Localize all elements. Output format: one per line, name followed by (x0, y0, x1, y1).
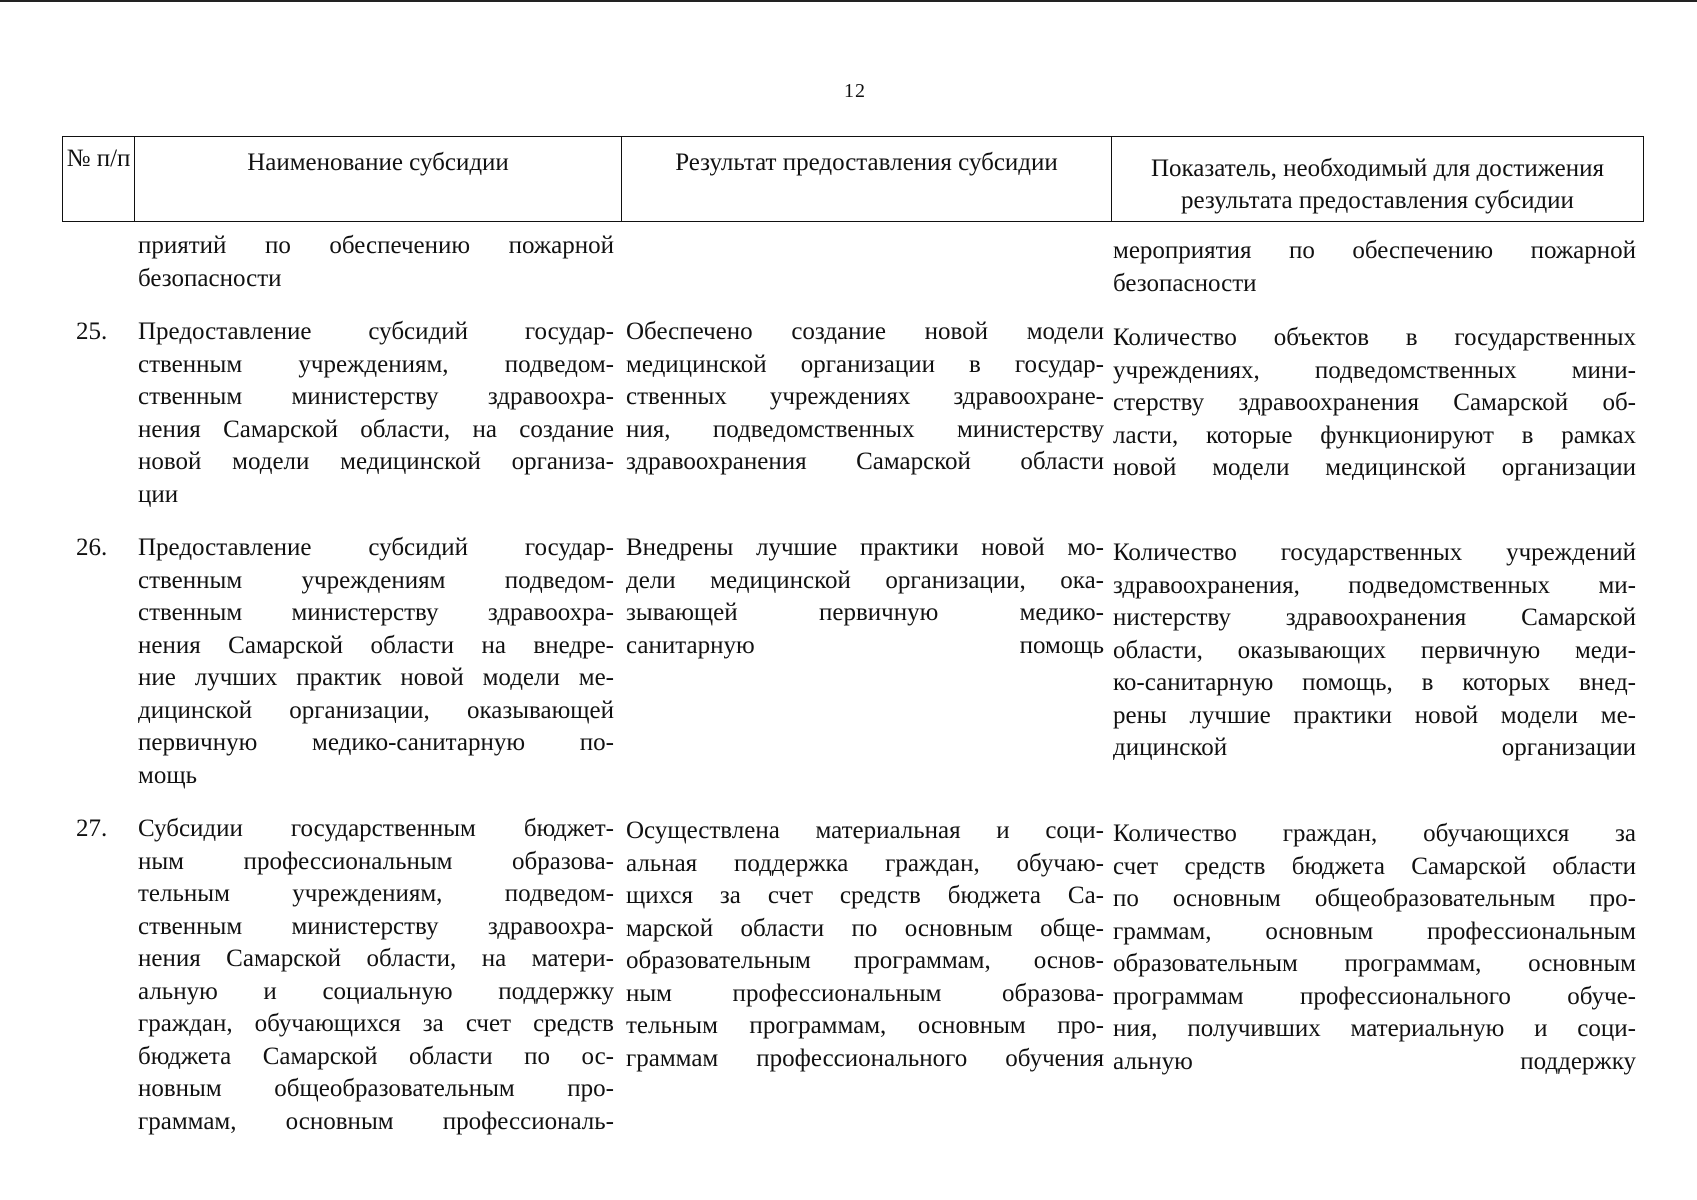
row-25-name (138, 316, 614, 511)
text-line: новой модели медицинской организации (1113, 454, 1636, 481)
row-26-name (138, 532, 614, 792)
text-line: граждан, обучающихся за счет средств (138, 1010, 614, 1037)
text-line: рены лучшие практики новой модели ме- (1113, 701, 1636, 729)
row-26-result (626, 532, 1104, 662)
row-number: 27. (76, 815, 108, 842)
cont-row-name (138, 230, 614, 295)
text-line: граммам, основным профессиональным (1113, 917, 1636, 945)
text-line: ние лучших практик новой модели ме- (138, 664, 614, 691)
text-line: новой модели медицинской организа- (138, 448, 614, 475)
text-line: щихся за счет средств бюджета Са- (626, 882, 1104, 909)
text-line: нистерству здравоохранения Самарской (1113, 604, 1636, 631)
text-line: ственных учреждениях здравоохране- (626, 383, 1104, 410)
text-line: ственным министерству здравоохра- (138, 912, 614, 940)
row-number: 26. (76, 534, 108, 561)
text-line: мероприятия по обеспечению пожарной (1113, 237, 1636, 264)
text-line: области, оказывающих первичную меди- (1113, 636, 1636, 664)
text-line: ственным учреждениям подведом- (138, 566, 614, 594)
header-subsidy-result: Результат предоставления субсидии (622, 137, 1112, 221)
text-line: Количество граждан, обучающихся за (1113, 820, 1636, 847)
text-line: ным профессиональным образова- (626, 979, 1104, 1007)
row-number: 25. (76, 318, 108, 345)
page-top-edge (0, 0, 1697, 2)
text-line: первичную медико-санитарную по- (138, 729, 614, 756)
text-line: ко-санитарную помощь, в которых внед- (1113, 669, 1636, 696)
text-line: ным профессиональным образова- (138, 847, 614, 875)
text-line: зывающей первичную медико- (626, 599, 1104, 626)
text-line: новным общеобразовательным про- (138, 1075, 614, 1102)
cont-row-indicator (1113, 235, 1636, 300)
row-27-result (626, 815, 1104, 1075)
text-line: образовательным программам, основным (1113, 950, 1636, 977)
text-line: дели медицинской организации, ока- (626, 566, 1104, 594)
text-line: ласти, которые функционируют в рамках (1113, 421, 1636, 449)
text-line: Обеспечено создание новой модели (626, 318, 1104, 345)
text-line: здравоохранения Самарской области (626, 448, 1104, 475)
text-line: медицинской организации в государ- (626, 350, 1104, 378)
text-line: тельным программам, основным про- (626, 1012, 1104, 1039)
text-line: учреждениях, подведомственных мини- (1113, 356, 1636, 384)
text-line: Осуществлена материальная и соци- (626, 817, 1104, 844)
text-line: мощь (138, 761, 197, 789)
row-27-name (138, 813, 614, 1138)
text-line: нения Самарской области на внедре- (138, 631, 614, 659)
row-26-indicator (1113, 537, 1636, 765)
text-line: ственным учреждениям, подведом- (138, 350, 614, 378)
text-line: Количество объектов в государственных (1113, 324, 1636, 351)
text-line: стерству здравоохранения Самарской об- (1113, 389, 1636, 416)
text-line: марской области по основным обще- (626, 914, 1104, 942)
text-line: альную и социальную поддержку (138, 977, 614, 1005)
text-line: нения Самарской области, на создание (138, 415, 614, 443)
text-line: Предоставление субсидий государ- (138, 534, 614, 561)
table-header (62, 136, 1644, 222)
page-number: 12 (844, 80, 866, 102)
text-line: альную поддержку (1113, 1047, 1636, 1075)
text-line: безопасности (138, 264, 282, 292)
text-line: Субсидии государственным бюджет- (138, 815, 614, 842)
text-line: Предоставление субсидий государ- (138, 318, 614, 345)
text-line: счет средств бюджета Самарской области (1113, 852, 1636, 880)
text-line: программам профессионального обуче- (1113, 982, 1636, 1010)
text-line: ния, подведомственных министерству (626, 415, 1104, 443)
text-line: дицинской организации (1113, 734, 1636, 761)
text-line: здравоохранения, подведомственных ми- (1113, 571, 1636, 599)
text-line: ния, получивших материальную и соци- (1113, 1015, 1636, 1042)
text-line: ции (138, 480, 179, 508)
text-line: граммам профессионального обучения (626, 1044, 1104, 1072)
text-line: санитарную помощь (626, 631, 1104, 659)
row-25-indicator (1113, 322, 1636, 485)
text-line: бюджета Самарской области по ос- (138, 1042, 614, 1070)
text-line: ственным министерству здравоохра- (138, 383, 614, 410)
text-line: по основным общеобразовательным про- (1113, 885, 1636, 912)
text-line: дицинской организации, оказывающей (138, 696, 614, 724)
row-25-result (626, 316, 1104, 479)
row-27-indicator (1113, 818, 1636, 1078)
text-line: нения Самарской области, на матери- (138, 945, 614, 972)
header-indicator: Показатель, необходимый для достижения результата предоставления субсидии (1150, 155, 1605, 214)
text-line: образовательным программам, основ- (626, 947, 1104, 974)
header-subsidy-name: Наименование субсидии (135, 137, 622, 221)
text-line: граммам, основным профессиональ- (138, 1107, 614, 1135)
text-line: приятий по обеспечению пожарной (138, 232, 614, 259)
text-line: Внедрены лучшие практики новой мо- (626, 534, 1104, 561)
text-line: Количество государственных учреждений (1113, 539, 1636, 566)
text-line: безопасности (1113, 269, 1257, 297)
text-line: альная поддержка граждан, обучаю- (626, 849, 1104, 877)
text-line: тельным учреждениям, подведом- (138, 880, 614, 907)
header-number: № п/п (63, 137, 135, 221)
text-line: ственным министерству здравоохра- (138, 599, 614, 626)
